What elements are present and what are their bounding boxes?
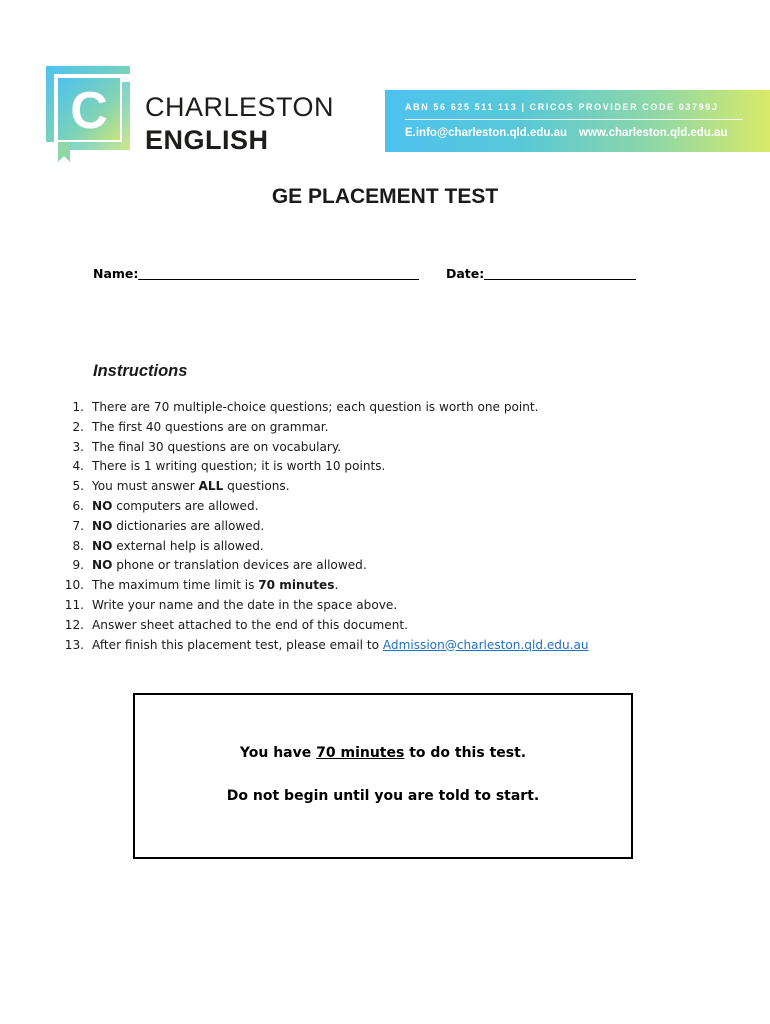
name-label: Name: xyxy=(93,266,139,281)
instruction-item xyxy=(0,418,770,438)
instruction-text-part: computers are allowed. xyxy=(112,498,259,513)
time-notice-box xyxy=(133,693,633,859)
instruction-text xyxy=(92,517,264,537)
instruction-number: 3. xyxy=(72,439,84,454)
charleston-logo xyxy=(44,64,344,164)
instruction-text xyxy=(92,556,367,576)
instruction-number: 8. xyxy=(72,538,84,553)
instruction-number: 2. xyxy=(72,419,84,434)
instruction-item xyxy=(0,477,770,497)
instruction-text xyxy=(92,636,589,656)
page-title: GE PLACEMENT TEST xyxy=(271,185,499,208)
instruction-number: 10. xyxy=(64,578,84,593)
instruction-number: 12. xyxy=(64,617,84,632)
instruction-item xyxy=(0,556,770,576)
instruction-number: 7. xyxy=(72,518,84,533)
instruction-text-part: After finish this placement test, please email to xyxy=(92,637,383,652)
instruction-number: 9. xyxy=(72,558,84,573)
instruction-item xyxy=(0,517,770,537)
instruction-text xyxy=(92,616,408,636)
instruction-item xyxy=(0,438,770,458)
instruction-number: 1. xyxy=(72,400,84,414)
instruction-item xyxy=(0,636,770,656)
instruction-text-part: . xyxy=(334,578,339,593)
notice-line1-post: to do this test. xyxy=(404,745,527,761)
banner-divider xyxy=(405,119,743,120)
svg-text:C: C xyxy=(70,82,108,140)
instruction-text-part: The maximum time limit is xyxy=(92,578,259,593)
logo-mark-icon xyxy=(44,64,136,164)
instruction-emphasis: ALL xyxy=(198,479,224,494)
notice-start-text: Do not begin until you are told to start. xyxy=(226,788,540,804)
instruction-item xyxy=(0,398,770,418)
date-label: Date: xyxy=(446,266,485,281)
instructions-heading: Instructions xyxy=(93,362,188,380)
instruction-text-part: Answer sheet attached to the end of this document. xyxy=(92,617,408,632)
instruction-number: 6. xyxy=(72,498,84,513)
date-input-line[interactable] xyxy=(484,279,636,280)
notice-time-emphasis: 70 minutes xyxy=(316,745,405,761)
logo-name-line2: ENGLISH xyxy=(145,125,269,155)
instruction-text xyxy=(92,477,290,497)
instruction-item xyxy=(0,616,770,636)
instruction-text-part: There is 1 writing question; it is worth 10 points. xyxy=(92,459,386,474)
instruction-item xyxy=(0,596,770,616)
instruction-item xyxy=(0,497,770,517)
instruction-text xyxy=(92,438,341,458)
instruction-text-part: There are 70 multiple-choice questions; each question is worth one point. xyxy=(92,400,539,414)
header-contact-banner xyxy=(385,90,770,152)
instruction-text-part: dictionaries are allowed. xyxy=(112,518,265,533)
logo-name-line1: CHARLESTON xyxy=(145,92,335,122)
instruction-number: 11. xyxy=(64,597,84,612)
instruction-emphasis: 70 minutes xyxy=(258,578,335,593)
instruction-number: 13. xyxy=(64,637,84,652)
instruction-text-part: questions. xyxy=(223,479,290,494)
instruction-item xyxy=(0,457,770,477)
instruction-item xyxy=(0,576,770,596)
instruction-text xyxy=(92,497,259,517)
instruction-emphasis: NO xyxy=(92,538,113,553)
instruction-text-part: The first 40 questions are on grammar. xyxy=(92,419,329,434)
instruction-text-part: The final 30 questions are on vocabulary. xyxy=(92,439,342,454)
abn-cricos-text: ABN 56 625 511 113 | CRICOS PROVIDER CODE 03799J xyxy=(405,102,719,112)
instruction-text xyxy=(92,596,397,616)
instruction-text-part: phone or translation devices are allowed. xyxy=(112,558,367,573)
instructions-list xyxy=(0,398,770,655)
instruction-text-part: external help is allowed. xyxy=(112,538,264,553)
instruction-text xyxy=(92,398,539,418)
banner-website: www.charleston.qld.edu.au xyxy=(579,127,728,139)
banner-contact-line xyxy=(405,127,727,139)
instruction-emphasis: NO xyxy=(92,498,113,513)
instruction-text xyxy=(92,576,338,596)
instruction-number: 5. xyxy=(72,479,84,494)
instruction-text xyxy=(92,457,385,477)
instruction-emphasis: NO xyxy=(92,558,113,573)
instruction-text-part: You must answer xyxy=(92,479,199,494)
notice-time-text xyxy=(135,745,631,761)
instruction-text xyxy=(92,418,329,438)
admission-email-link[interactable]: Admission@charleston.qld.edu.au xyxy=(382,637,589,652)
notice-line1-pre: You have xyxy=(239,745,317,761)
instruction-text-part: Write your name and the date in the space above. xyxy=(92,597,398,612)
banner-email: E.info@charleston.qld.edu.au xyxy=(405,127,568,139)
instruction-item xyxy=(0,537,770,557)
name-input-line[interactable] xyxy=(138,279,419,280)
instruction-number: 4. xyxy=(72,459,84,474)
instruction-text xyxy=(92,537,264,557)
instruction-emphasis: NO xyxy=(92,518,113,533)
